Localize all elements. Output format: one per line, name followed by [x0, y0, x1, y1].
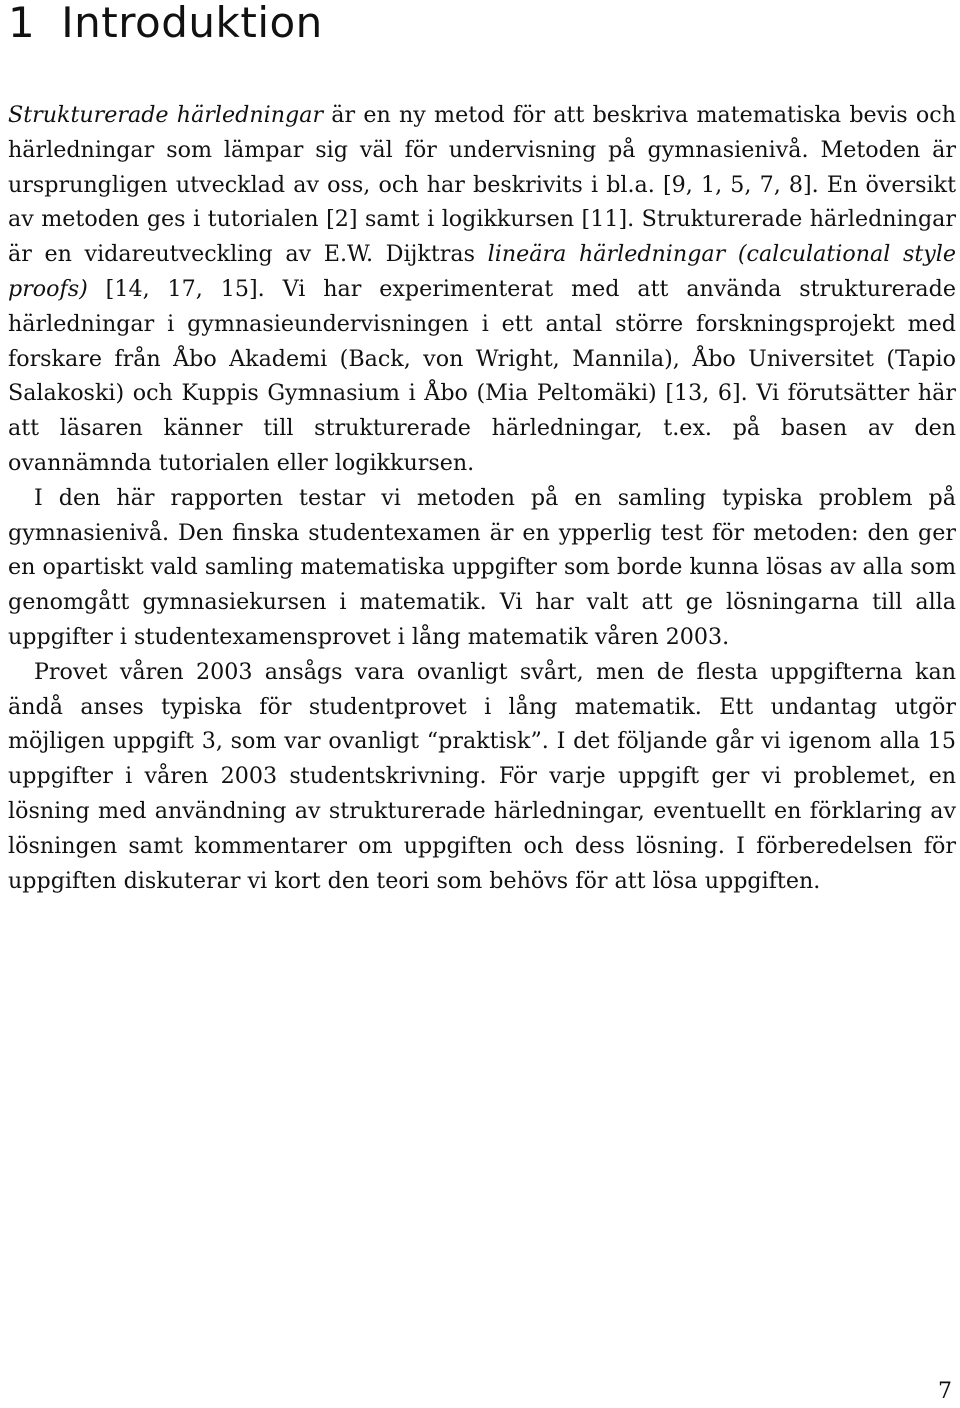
body-text — [8, 98, 956, 898]
paragraph-1 — [8, 98, 956, 481]
document-page — [8, 0, 956, 898]
section-heading — [8, 0, 956, 46]
paragraph-1-text-a: är en ny metod för att beskriva matematiska bevis och härledningar som lämpar sig väl för undervisning på gymnasienivå. Metoden är ursprungligen utvecklad av oss, och har beskrivits i bl.a. [9, 1, 5, 7, 8]. En översikt av metoden ges i tutorialen [2] samt i logikkursen [11]. Strukturerade härledningar är en vidareutveckling av E.W. Dijktras — [8, 102, 956, 268]
page-number: 7 — [938, 1379, 952, 1404]
paragraph-2: I den här rapporten testar vi metoden på en samling typiska problem på gymnasienivå. Den finska studentexamen är en ypperlig test för metoden: den ger en opartiskt vald samling matematiska uppgifter som borde kunna lösas av alla som genomgått gymnasiekursen i matematik. Vi har valt att ge lösningarna till alla uppgifter i studentexamensprovet i lång matematik våren 2003. — [8, 484, 956, 650]
section-title: Introduktion — [61, 0, 323, 47]
italic-term-lineara: lineära härledningar (calculational style proofs) — [8, 241, 957, 302]
section-number: 1 — [8, 0, 36, 47]
paragraph-1-text-b: [14, 17, 15]. Vi har experimenterat med att använda strukturerade härledningar i gymnasieundervisningen i ett antal större forskningsprojekt med forskare från Åbo Akademi (Back, von Wright, Mannila), Åbo Universitet (Tapio Salakoski) och Kuppis Gymnasium i Åbo (Mia Peltomäki) [13, 6]. Vi förutsätter här att läsaren känner till strukturerade härledningar, t.ex. på basen av den ovannämnda tutorialen eller logikkursen. — [8, 275, 956, 476]
paragraph-3: Provet våren 2003 ansågs vara ovanligt svårt, men de flesta uppgifterna kan ändå anses typiska för studentprovet i lång matematik. Ett undantag utgör möjligen uppgift 3, som var ovanligt “praktisk”. I det följande går vi igenom alla 15 uppgifter i våren 2003 studentskrivning. För varje uppgift ger vi problemet, en lösning med användning av strukturerade härledningar, eventuellt en förklaring av lösningen samt kommentarer om uppgiften och dess lösning. I förberedelsen för uppgiften diskuterar vi kort den teori som behövs för att lösa uppgiften. — [8, 658, 956, 894]
italic-term-strukturerade: Strukturerade härledningar — [8, 102, 324, 128]
